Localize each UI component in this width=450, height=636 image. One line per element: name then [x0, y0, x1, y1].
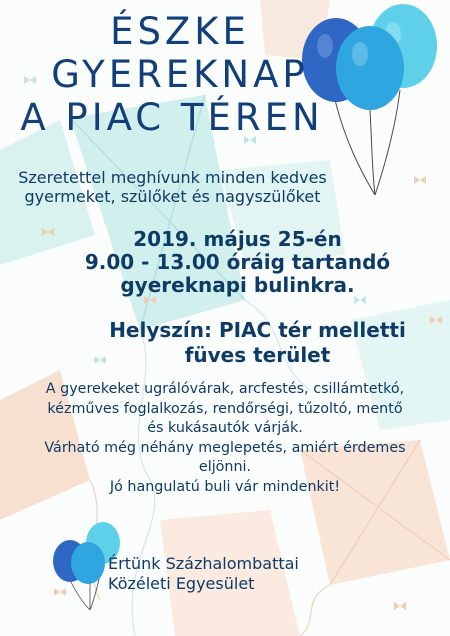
invitation-line: gyermeket, szülőket és nagyszülőket	[24, 187, 321, 206]
description-line: A gyerekeket ugrálóvárak, arcfestés, csillámtetkó,	[45, 381, 405, 397]
program-description	[20, 380, 430, 497]
event-time: 9.00 - 13.00 óráig tartandó	[84, 250, 391, 274]
description-line: kézműves foglalkozás, rendőrségi, tűzoltó, mentő	[47, 400, 403, 417]
event-details	[50, 228, 425, 297]
title-line-3: A PIAC TÉREN	[20, 96, 324, 139]
event-location	[80, 318, 435, 368]
description-line: Várható még néhány meglepetés, amiért érdemes	[44, 439, 406, 456]
invitation-line: Szeretettel meghívunk minden kedves	[18, 168, 327, 187]
organizer-line: Közéleti Egyesület	[108, 574, 255, 593]
organizer-name	[108, 554, 299, 594]
invitation-text	[0, 168, 345, 206]
description-line: Jó hangulatú buli vár mindenkit!	[109, 478, 341, 495]
event-name: gyereknapi bulinkra.	[120, 273, 355, 297]
location-line: füves terület	[184, 343, 331, 367]
description-line: és kukásautók várják.	[147, 420, 303, 436]
location-line: Helyszín: PIAC tér melletti	[109, 318, 406, 342]
description-line: eljönni.	[198, 459, 252, 475]
title-line-1: ÉSZKE	[110, 10, 250, 53]
event-date: 2019. május 25-én	[133, 227, 342, 251]
organizer-line: Értünk Százhalombattai	[108, 554, 299, 573]
title-line-2: GYEREKNAP	[51, 53, 309, 96]
